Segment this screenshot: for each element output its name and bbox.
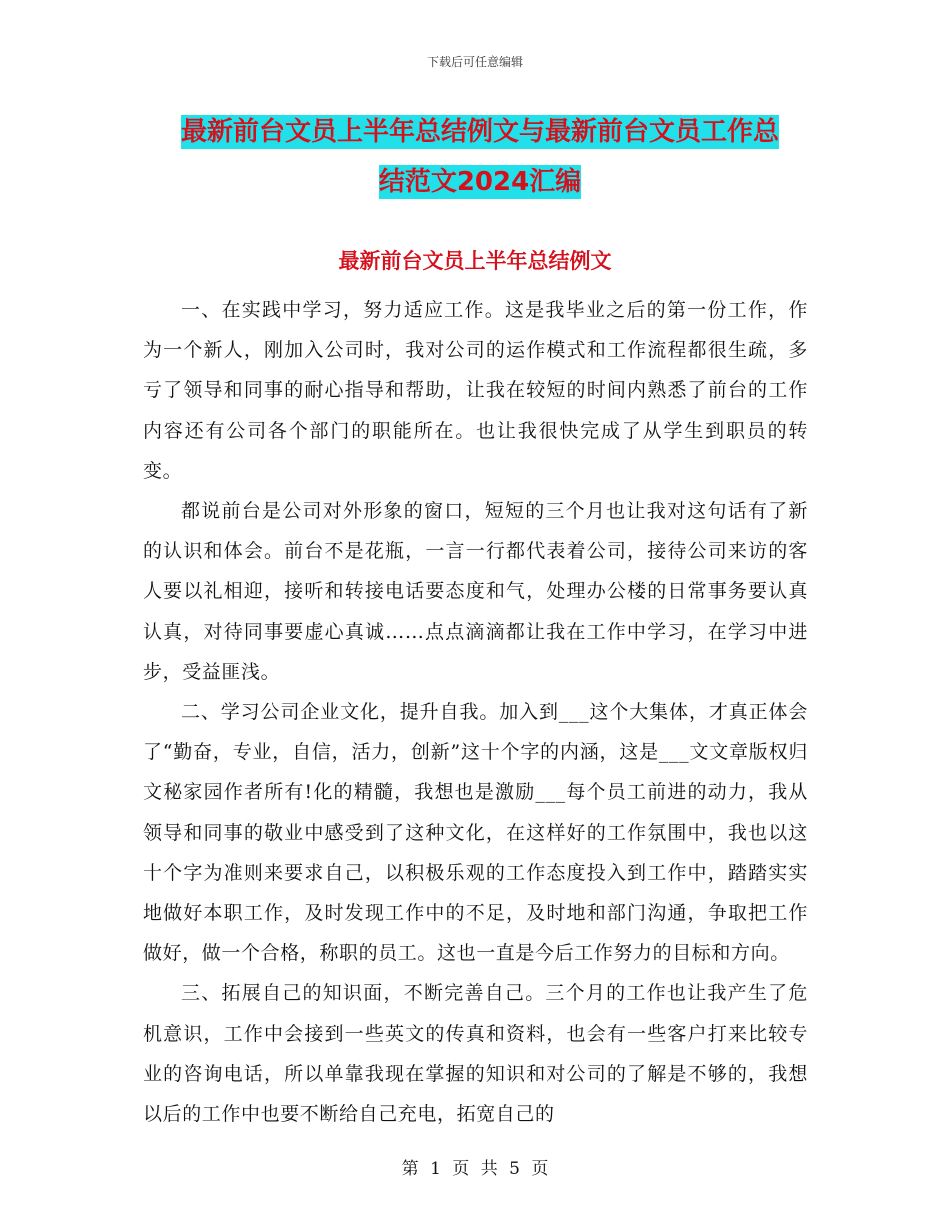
paragraph: 都说前台是公司对外形象的窗口，短短的三个月也让我对这句话有了新的认识和体会。前台不是花瓶，一言一行都代表着公司，接待公司来访的客人要以礼相迎，接听和转接电话要态度和气，处理办公楼的日常事务要认真认真，对待同事要虚心真诚……点点滴滴都让我在工作中学习，在学习中进步，受益匪浅。 [143,500,808,683]
page-number: 第 1 页 共 5 页 [401,1159,549,1179]
paragraph: 三、拓展自己的知识面，不断完善自己。三个月的工作也让我产生了危机意识，工作中会接到一些英文的传真和资料，也会有一些客户打来比较专业的咨询电话，所以单靠我现在掌握的知识和对公司的了解是不够的，我想以后的工作中也要不断给自己充电，拓宽自己的 [143,982,808,1126]
document-title-line-1: 最新前台文员上半年总结例文与最新前台文员工作总 [180,117,779,147]
document-title-line-2: 结范文2024汇编 [378,167,582,197]
paragraph: 二、学习公司企业文化，提升自我。加入到___这个大集体，才真正体会了“勤奋，专业，自信，活力，创新”这十个字的内涵，这是___文文章版权归文秘家园作者所有!化的精髓，我想也是激励___每个员工前进的动力，我从领导和同事的敬业中感受到了这种文化，在这样好的工作氛围中，我也以这十个字为准则来要求自己，以积极乐观的工作态度投入到工作中，踏踏实实地做好本职工作，及时发现工作中的不足，及时地和部门沟通，争取把工作做好，做一个合格，称职的员工。这也一直是今后工作努力的目标和方向。 [143,701,808,965]
header-note: 下载后可任意编辑 [426,55,523,69]
paragraph: 一、在实践中学习，努力适应工作。这是我毕业之后的第一份工作，作为一个新人，刚加入公司时，我对公司的运作模式和工作流程都很生疏，多亏了领导和同事的耐心指导和帮助，让我在较短的时间内熟悉了前台的工作内容还有公司各个部门的职能所在。也让我很快完成了从学生到职员的转变。 [143,299,808,482]
document-title [150,107,810,207]
section-title: 最新前台文员上半年总结例文 [338,249,612,273]
document-body [143,290,808,1134]
